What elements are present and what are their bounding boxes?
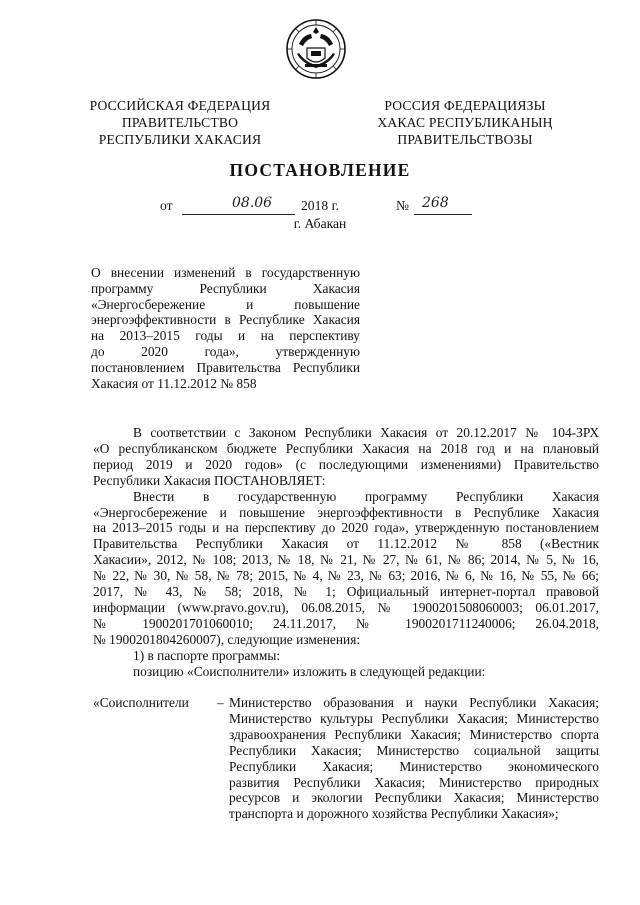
body-line: Хакасии», 2012, № 108; 2013, № 18, № 21, № 27, № 61, № 86; 2014, № 5, № 16, <box>93 552 599 568</box>
body-line: 1) в паспорте программы: <box>133 647 281 663</box>
subject-line: О внесении изменений в государственную <box>91 265 360 280</box>
header-left-line: ПРАВИТЕЛЬСТВО <box>121 115 239 130</box>
subject-line: постановлением Правительства Республики <box>91 359 360 375</box>
coexecutors-line: Республики Хакасия; Министерство экономического <box>229 758 599 774</box>
document-title: ПОСТАНОВЛЕНИЕ <box>229 160 411 180</box>
body-line: Внести в государственную программу Республики Хакасия <box>133 488 599 504</box>
body-line: позицию «Соисполнители» изложить в следующей редакции: <box>133 663 486 679</box>
number-sign: № <box>396 198 409 213</box>
year-label: 2018 г. <box>301 198 340 213</box>
body-line: 2017, № 43, № 58; 2018, № 1; Официальный интернет-портал правовой <box>93 584 599 600</box>
handwritten-date: 08.06 <box>232 195 273 211</box>
header-right-line: ХАКАС РЕСПУБЛИКАНЫҢ <box>377 115 553 130</box>
body-text <box>93 425 599 680</box>
subject-line: программу Республики Хакасия <box>91 280 360 296</box>
subject-line: до 2020 года», утвержденную <box>91 343 360 359</box>
date-underline <box>182 214 295 215</box>
handwritten-number: 268 <box>422 195 449 211</box>
date-prefix: от <box>160 198 173 213</box>
coexecutors-dash: – <box>217 695 224 710</box>
body-line: период 2019 и 2020 годов» (с последующими изменениями) Правительство <box>93 456 599 472</box>
subject-line: энергоэффективности в Республике Хакасия <box>91 312 360 328</box>
body-line: информации (www.pravo.gov.ru), 06.08.2015, № 1900201508060003; 06.01.2017, <box>93 599 599 615</box>
subject-line: на 2013–2015 годы и на перспективу <box>91 328 360 344</box>
coexecutors-line: здравоохранения Республики Хакасия; Министерство спорта <box>229 726 599 742</box>
coexecutors-line: ресурсов и экологии Республики Хакасия; Министерство <box>229 790 599 806</box>
body-line: В соответствии с Законом Республики Хакасия от 20.12.2017 № 104-ЗРХ <box>133 425 599 440</box>
body-line: № 22, № 30, № 58, № 78; 2015, № 4, № 23, № 63; 2016, № 6, № 16, № 55, № 66; <box>93 568 599 584</box>
header-left-block <box>80 97 280 148</box>
coexecutors-line: развития Республики Хакасия; Министерство природных <box>229 774 599 790</box>
coexecutors-label: «Соисполнители <box>93 695 189 710</box>
body-line: № 1900201701060010; 24.11.2017, № 1900201711240006; 26.04.2018, <box>93 615 599 631</box>
coat-of-arms-icon <box>285 18 347 80</box>
coexecutors-line: Министерство культуры Республики Хакасия; Министерство <box>229 710 599 726</box>
date-number-line <box>160 195 490 218</box>
header-right-line: ПРАВИТЕЛЬСТВОЗЫ <box>397 132 533 147</box>
body-line: Правительства Республики Хакасия от 11.12.2012 № 858 («Вестник <box>93 536 599 552</box>
subject-block <box>91 265 360 391</box>
subject-line: Хакасия от 11.12.2012 № 858 <box>91 375 257 391</box>
header-left-line: РЕСПУБЛИКИ ХАКАСИЯ <box>98 132 262 147</box>
coexecutors-line: Министерство образования и науки Республики Хакасия; <box>229 695 599 710</box>
header-left-line: РОССИЙСКАЯ ФЕДЕРАЦИЯ <box>89 98 271 113</box>
body-line: «Энергосбережение и повышение энергоэффективности в Республике Хакасия <box>93 504 599 520</box>
header-right-line: РОССИЯ ФЕДЕРАЦИЯЗЫ <box>384 98 546 113</box>
body-line: «О республиканском бюджете Республики Хакасия на 2018 год и на плановый <box>93 440 599 456</box>
body-line: Республики Хакасия ПОСТАНОВЛЯЕТ: <box>93 472 326 488</box>
header-right-block <box>360 97 570 148</box>
body-line: № 1900201804260007), следующие изменения: <box>93 631 361 647</box>
body-line: на 2013–2015 годы и на перспективу до 2020 года», утвержденную постановлением <box>93 520 599 536</box>
coexecutors-line: Республики Хакасия; Министерство социальной защиты <box>229 742 599 758</box>
city-label: г. Абакан <box>293 216 347 231</box>
subject-line: «Энергосбережение и повышение <box>91 296 360 312</box>
coexecutors-line: транспорта и дорожного хозяйства Республики Хакасия»; <box>229 806 559 822</box>
coexecutors-list <box>229 695 599 822</box>
number-underline <box>414 214 472 215</box>
